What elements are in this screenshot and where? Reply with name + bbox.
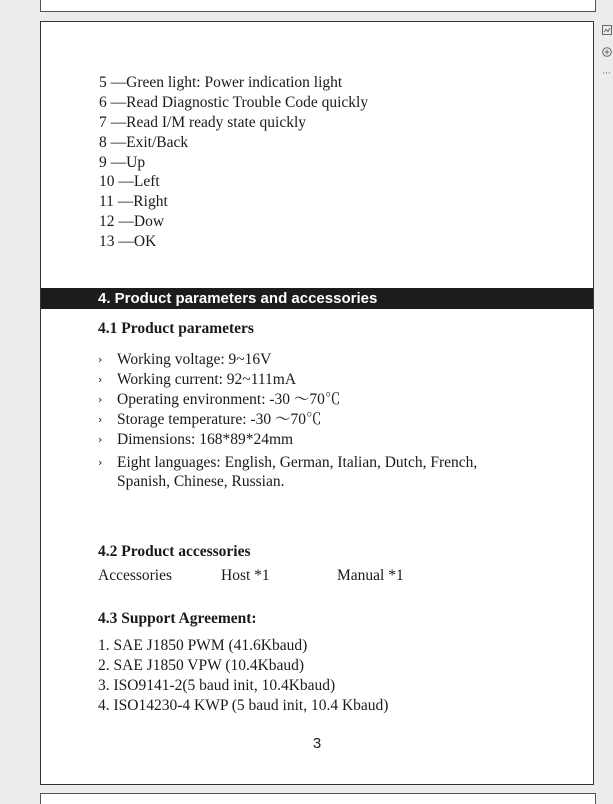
chevron-right-icon: › [98, 373, 103, 386]
list-item: › Storage temperature: -30 ～70℃ [98, 411, 322, 428]
chevron-right-icon: › [98, 413, 103, 426]
accessory-manual: Manual *1 [337, 567, 404, 584]
list-item: 5 —Green light: Power indication light [99, 74, 343, 91]
document-page [40, 21, 594, 785]
page-number: 3 [312, 735, 322, 752]
list-item: › Dimensions: 168*89*24mm [98, 431, 294, 448]
list-item: 12 —Dow [99, 213, 165, 230]
add-circle-icon[interactable] [600, 44, 613, 59]
section-heading: 4. Product parameters and accessories [41, 288, 593, 309]
list-item: 7 —Read I/M ready state quickly [99, 114, 307, 131]
list-item: 11 —Right [99, 193, 168, 210]
list-item: 1. SAE J1850 PWM (41.6Kbaud) [98, 637, 308, 654]
chevron-right-icon: › [98, 353, 103, 366]
list-item: 9 —Up [99, 154, 146, 171]
accessories-heading: 4.2 Product accessories [98, 543, 251, 560]
chevron-right-icon: › [98, 393, 103, 406]
list-item: › Working current: 92~111mA [98, 371, 297, 388]
side-toolbar [600, 22, 613, 81]
params-heading: 4.1 Product parameters [98, 320, 254, 337]
previous-page-edge [40, 0, 596, 12]
chevron-right-icon: › [98, 433, 103, 446]
list-item: 2. SAE J1850 VPW (10.4Kbaud) [98, 657, 305, 674]
list-item: › Eight languages: English, German, Italian, Dutch, French, Spanish, Chinese, Russian. [98, 454, 478, 490]
accessory-host: Host *1 [221, 567, 270, 584]
protocols-heading: 4.3 Support Agreement: [98, 610, 257, 627]
list-item: › Operating environment: -30 ～70℃ [98, 391, 341, 408]
chevron-right-icon: › [98, 456, 103, 469]
list-item: 10 —Left [99, 173, 160, 190]
image-icon[interactable] [600, 22, 613, 37]
more-icon[interactable]: ··· [602, 68, 611, 79]
list-item: › Working voltage: 9~16V [98, 351, 272, 368]
list-item: 4. ISO14230-4 KWP (5 baud init, 10.4 Kbaud) [98, 697, 389, 714]
list-item: 6 —Read Diagnostic Trouble Code quickly [99, 94, 369, 111]
next-page-edge [40, 793, 596, 804]
list-item: 13 —OK [99, 233, 157, 250]
list-item: 3. ISO9141-2(5 baud init, 10.4Kbaud) [98, 677, 336, 694]
accessories-label: Accessories [98, 567, 173, 584]
list-item: 8 —Exit/Back [99, 134, 189, 151]
